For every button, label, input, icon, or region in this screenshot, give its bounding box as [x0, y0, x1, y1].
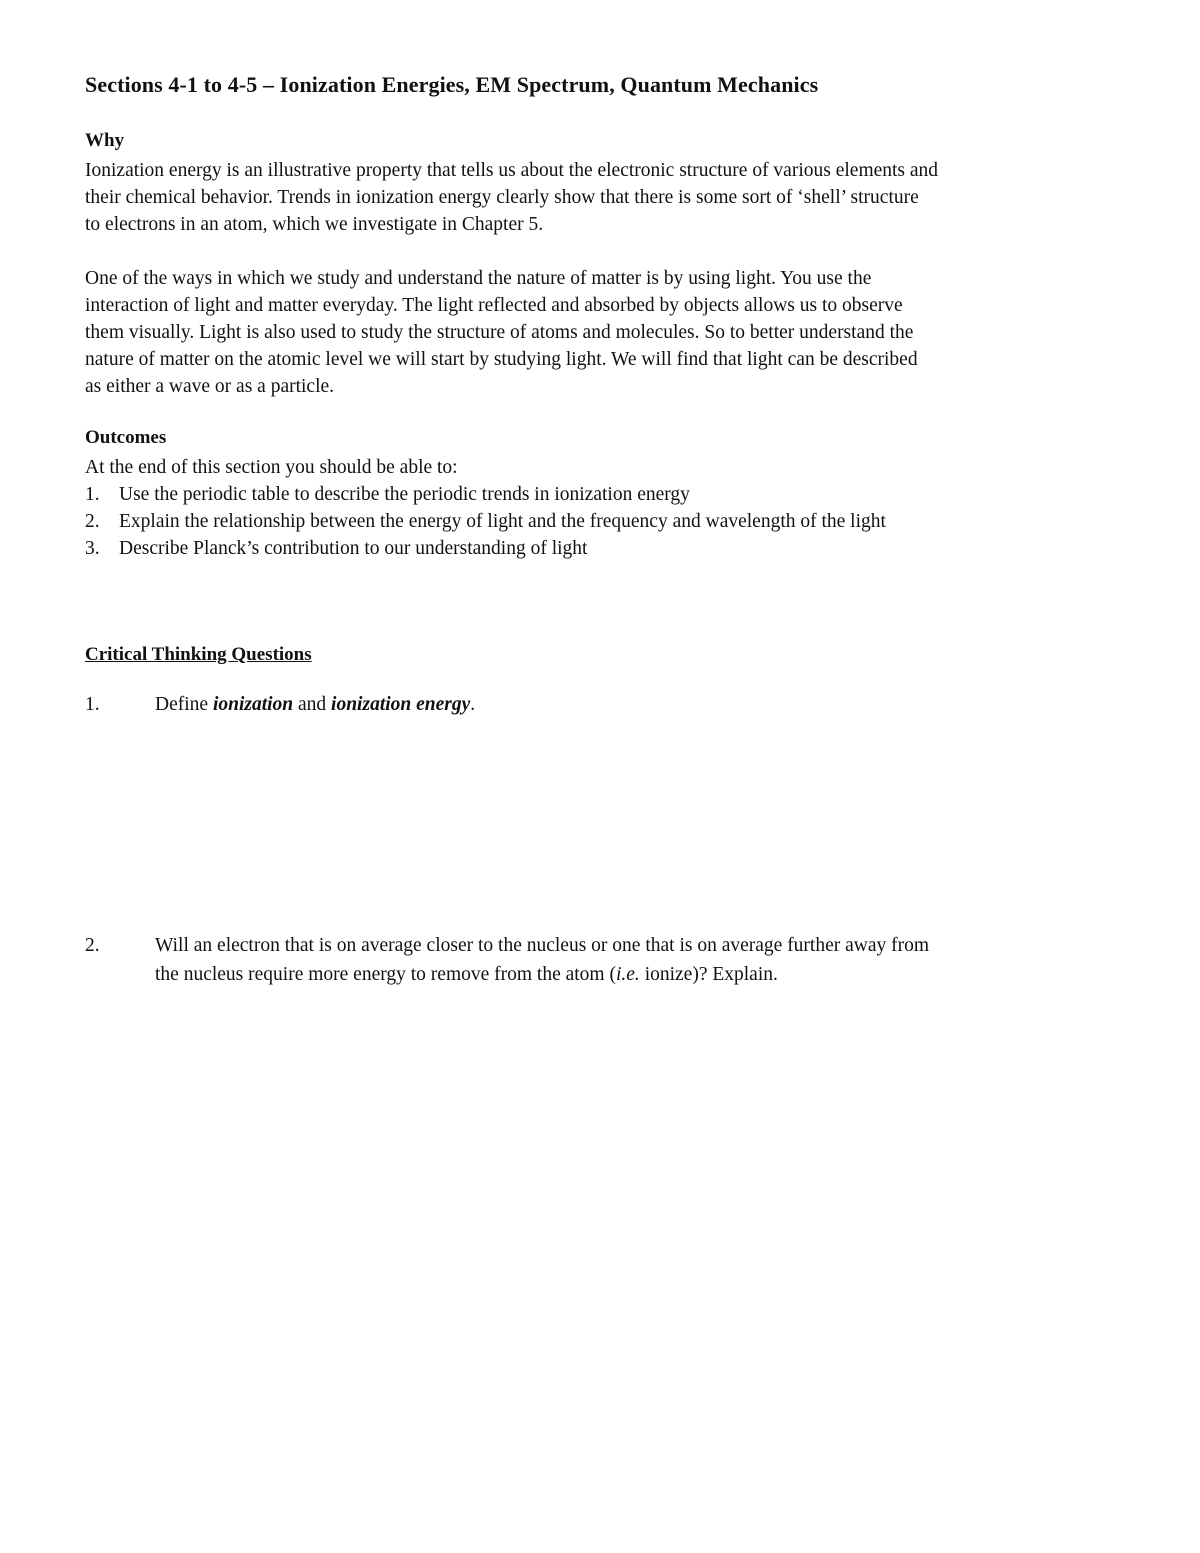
why-paragraph-1-line: Ionization energy is an illustrative property that tells us about the electronic structure of various elements and — [85, 160, 939, 181]
question-line — [155, 690, 1125, 719]
why-paragraph-2 — [85, 265, 1125, 400]
outcomes-intro — [85, 454, 1125, 481]
outcome-item — [85, 508, 886, 535]
question-2-line2-prefix: the nucleus require more energy to remove from the atom ( — [155, 964, 616, 985]
outcome-item — [85, 535, 886, 562]
outcomes-heading: Outcomes — [85, 427, 167, 448]
critical-thinking-heading: Critical Thinking Questions — [85, 644, 312, 665]
question-2-line2-suffix: ionize)? Explain. — [639, 964, 778, 985]
question-text — [155, 690, 1125, 719]
question-text — [155, 931, 1125, 989]
ie-abbreviation: i.e. — [615, 964, 640, 985]
question-line — [155, 960, 1125, 989]
why-paragraph-1-line: to electrons in an atom, which we investigate in Chapter 5. — [85, 214, 544, 235]
outcomes-intro-text: At the end of this section you should be able to: — [85, 457, 458, 478]
why-paragraph-2-line: One of the ways in which we study and understand the nature of matter is by using light. You use the — [85, 268, 872, 289]
why-heading: Why — [85, 130, 125, 151]
question-2 — [85, 931, 1125, 991]
question-1 — [85, 690, 1125, 720]
question-1-middle: and — [293, 694, 332, 715]
outcomes-list — [85, 481, 886, 562]
why-paragraph-1-line: their chemical behavior. Trends in ionization energy clearly show that there is some sort of ‘shell’ structure — [85, 187, 919, 208]
question-1-suffix: . — [470, 694, 476, 715]
outcome-item — [85, 481, 886, 508]
question-number: 2. — [85, 935, 100, 956]
question-line: Will an electron that is on average closer to the nucleus or one that is on average further away from — [155, 935, 930, 956]
why-paragraph-2-line: them visually. Light is also used to study the structure of atoms and molecules. So to better understand the — [85, 322, 914, 343]
term-ionization-energy: ionization energy — [331, 694, 471, 715]
outcome-text: Describe Planck’s contribution to our understanding of light — [119, 538, 588, 559]
why-paragraph-1 — [85, 157, 1125, 238]
outcome-text: Use the periodic table to describe the periodic trends in ionization energy — [119, 484, 690, 505]
outcome-text: Explain the relationship between the energy of light and the frequency and wavelength of the light — [119, 511, 886, 532]
page-title: Sections 4-1 to 4-5 – Ionization Energies, EM Spectrum, Quantum Mechanics — [85, 72, 819, 97]
outcome-number: 1. — [85, 484, 100, 505]
why-paragraph-2-line: as either a wave or as a particle. — [85, 376, 335, 397]
why-paragraph-2-line: nature of matter on the atomic level we will start by studying light. We will find that light can be described — [85, 349, 918, 370]
question-1-prefix: Define — [155, 694, 213, 715]
outcome-number: 2. — [85, 511, 100, 532]
why-paragraph-2-line: interaction of light and matter everyday. The light reflected and absorbed by objects allows us to observe — [85, 295, 903, 316]
outcome-number: 3. — [85, 538, 100, 559]
question-number: 1. — [85, 694, 100, 715]
term-ionization: ionization — [212, 694, 294, 715]
